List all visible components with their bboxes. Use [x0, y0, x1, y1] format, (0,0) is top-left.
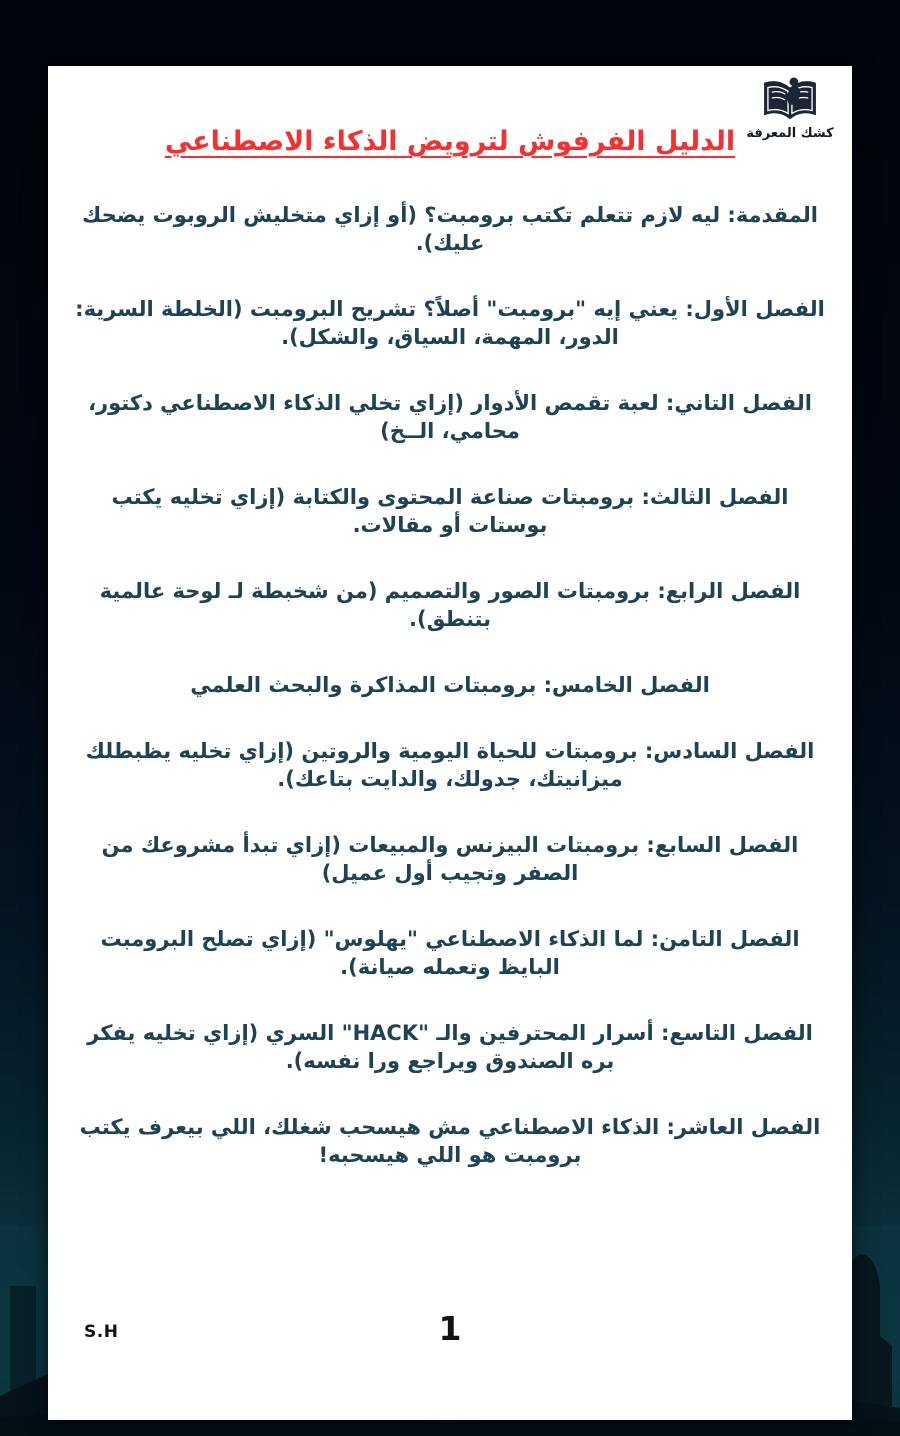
- toc-item-chapter-2: الفصل التاني: لعبة تقمص الأدوار (إزاي تخلي الذكاء الاصطناعي دكتور، محامي، الــخ): [88, 391, 812, 444]
- brand-logo: [742, 76, 838, 141]
- toc-item-chapter-10: الفصل العاشر: الذكاء الاصطناعي مش هيسحب شغلك، اللي بيعرف يكتب برومبت هو اللي هيسحبه!: [79, 1115, 821, 1168]
- toc-item-chapter-7: الفصل السابع: برومبتات البيزنس والمبيعات (إزاي تبدأ مشروعك من الصفر وتجيب أول عميل): [101, 833, 799, 886]
- toc-item-chapter-8: الفصل التامن: لما الذكاء الاصطناعي "يهلوس" (إزاي تصلح البرومبت البايظ وتعمله صيانة).: [100, 927, 800, 980]
- author-initials: S.H: [84, 1322, 119, 1342]
- page-number: 1: [438, 1309, 462, 1348]
- document-sheet: [48, 66, 852, 1420]
- brand-name: كشك المعرفة: [746, 126, 834, 141]
- toc-item-chapter-3: الفصل الثالث: برومبتات صناعة المحتوى والكتابة (إزاي تخليه يكتب بوستات أو مقالات.: [111, 485, 789, 538]
- toc-item-chapter-9: الفصل التاسع: أسرار المحترفين والـ "HACK" السري (إزاي تخليه يفكر بره الصندوق ويراجع ورا نفسه).: [87, 1021, 813, 1074]
- toc-item-chapter-1: الفصل الأول: يعني إيه "برومبت" أصلاً؟ تشريح البرومبت (الخلطة السرية: الدور، المهمة، السياق، والشكل).: [75, 297, 825, 350]
- toc-item-chapter-4: الفصل الرابع: برومبتات الصور والتصميم (من شخبطة لـ لوحة عالمية بتنطق).: [99, 579, 801, 632]
- toc-item-chapter-5: الفصل الخامس: برومبتات المذاكرة والبحث العلمي: [190, 673, 710, 698]
- open-book-reader-icon: [759, 76, 821, 124]
- table-of-contents: [48, 159, 852, 1169]
- document-title: الدليل الفرفوش لترويض الذكاء الاصطناعي: [164, 126, 736, 157]
- toc-item-introduction: المقدمة: ليه لازم تتعلم تكتب برومبت؟ (أو إزاي متخليش الروبوت يضحك عليك).: [82, 203, 818, 256]
- toc-item-chapter-6: الفصل السادس: برومبتات للحياة اليومية والروتين (إزاي تخليه يظبطلك ميزانيتك، جدولك، والدايت بتاعك).: [85, 739, 815, 792]
